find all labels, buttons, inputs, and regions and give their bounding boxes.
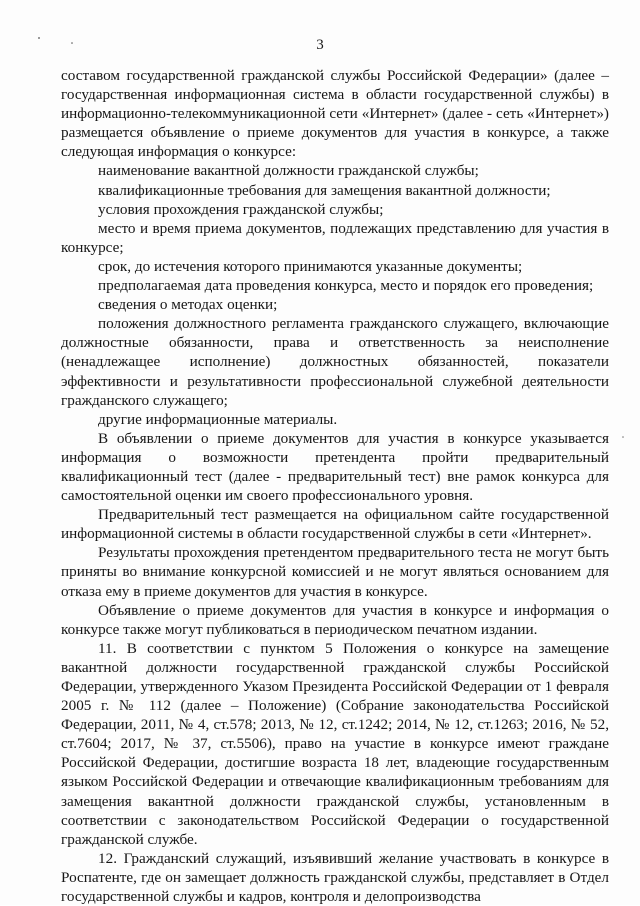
list-item: наименование вакантной должности гражданской службы; [98,162,479,180]
list-item: квалификационные требования для замещения вакантной должности; [98,181,551,199]
paragraph: В объявлении о приеме документов для участия в конкурсе указывается информация о возможности претендента пройти предварительный квалификационный тест (далее - предварительный тест) вне рамок конкурса для самостоятельной оценки им своего профессионального уровня. [61,429,609,505]
list-item: предполагаемая дата проведения конкурса, место и порядок его проведения; [98,277,594,295]
paragraph: Результаты прохождения претендентом предварительного теста не могут быть приняты во внимание конкурсной комиссией и не могут являться основанием для отказа ему в приеме документов для участия в конкурсе. [61,544,609,600]
document-body [61,66,609,906]
paragraph: Предварительный тест размещается на официальном сайте государственной информационной системы в области государственной службы в сети «Интернет». [61,506,609,543]
list-item: сведения о методах оценки; [98,296,278,314]
scan-speck [622,436,624,438]
paragraph: Объявление о приеме документов для участия в конкурсе и информация о конкурсе также могут публиковаться в периодическом печатном издании. [61,601,609,638]
list-item: срок, до истечения которого принимаются указанные документы; [98,257,523,275]
list-item: положения должностного регламента гражданского служащего, включающие должностные обязанности, права и ответственность за неисполнение (ненадлежащее исполнение) должностных обязанностей, показатели эффективности и результативности профессиональной служебной деятельности гражданского служащего; [61,315,609,409]
list-item: другие информационные материалы. [98,410,338,428]
list-item: условия прохождения гражданской службы; [98,200,384,218]
paragraph-11: 11. В соответствии с пунктом 5 Положения о конкурсе на замещение вакантной должности государственной гражданской службы Российской Федерации, утвержденного Указом Президента Российской Федерации от 1 февраля 2005 г. № 112 (далее – Положение) (Собрание законодательства Российской Федерации, 2011, № 4, ст.578; 2013, № 12, ст.1242; 2014, № 12, ст.1263; 2016, № 52, ст.7604; 2017, № 37, ст.5506), право на участие в конкурсе имеют граждане Российской Федерации, достигшие возраста 18 лет, владеющие государственным языком Российской Федерации и отвечающие квалификационным требованиям для замещения вакантной должности гражданской службы, установленным в соответствии с законодательством Российской Федерации о государственной гражданской службе. [61,639,609,848]
paragraph: составом государственной гражданской службы Российской Федерации» (далее – государственная информационная система в области государственной службы) в информационно-телекоммуникационной сети «Интернет» (далее - сеть «Интернет») размещается объявление о приеме документов для участия в конкурсе, а также следующая информация о конкурсе: [61,67,609,161]
paragraph-12: 12. Гражданский служащий, изъявивший желание участвовать в конкурсе в Роспатенте, где он замещает должность гражданской службы, представляет в Отдел государственной службы и кадров, контроля и делопроизводства [61,849,609,906]
list-item: место и время приема документов, подлежащих представлению для участия в конкурсе; [61,219,609,256]
page-number: 3 [316,37,324,53]
